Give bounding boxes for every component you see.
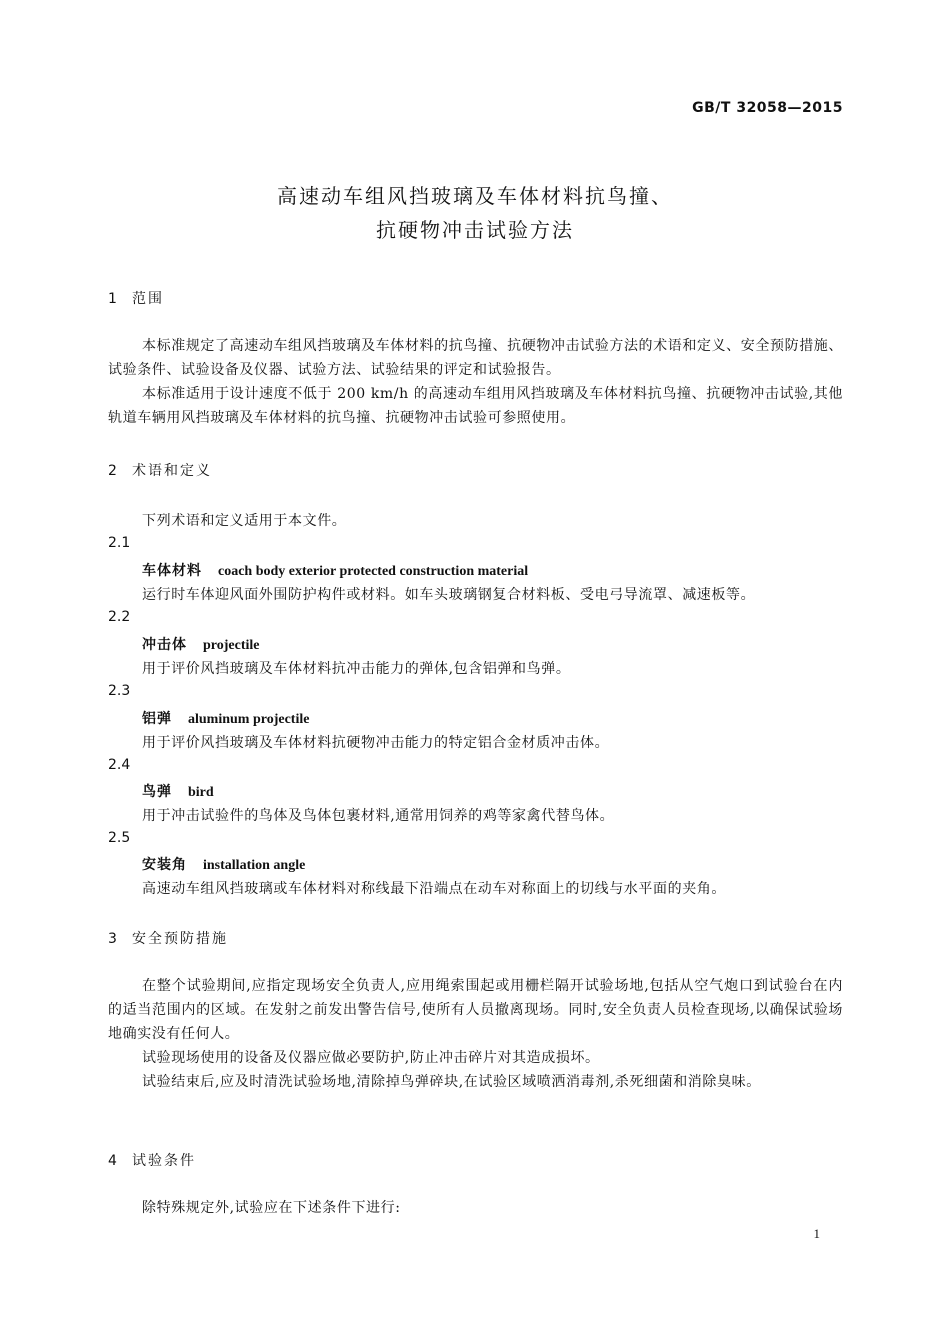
term-heading bbox=[142, 781, 214, 801]
term-number: 2.4 bbox=[108, 757, 131, 773]
section-4-heading bbox=[108, 1150, 196, 1170]
term-definition: 高速动车组风挡玻璃或车体材料对称线最下沿端点在动车对称面上的切线与水平面的夹角。 bbox=[142, 881, 726, 897]
section-title: 试验条件 bbox=[132, 1153, 196, 1169]
section-2-heading bbox=[108, 460, 212, 480]
term-en: aluminum projectile bbox=[188, 712, 310, 727]
term-en: installation angle bbox=[203, 858, 306, 873]
term-zh: 冲击体 bbox=[142, 637, 187, 653]
term-en: bird bbox=[188, 785, 214, 800]
section-2-intro: 下列术语和定义适用于本文件。 bbox=[142, 513, 347, 529]
section-1-paragraph-2: 本标准适用于设计速度不低于 200 km/h 的高速动车组用风挡玻璃及车体材料抗鸟撞、抗硬物冲击试验,其他轨道车辆用风挡玻璃及车体材料的抗鸟撞、抗硬物冲击试验可参照使用。 bbox=[108, 386, 843, 426]
section-title: 术语和定义 bbox=[132, 463, 212, 479]
term-zh: 鸟弹 bbox=[142, 784, 172, 800]
term-number: 2.5 bbox=[108, 830, 131, 846]
page-number: 1 bbox=[813, 1226, 820, 1241]
section-1-heading bbox=[108, 288, 164, 308]
term-definition: 用于冲击试验件的鸟体及鸟体包裹材料,通常用饲养的鸡等家禽代替鸟体。 bbox=[142, 808, 615, 824]
term-zh: 车体材料 bbox=[142, 563, 202, 579]
term-heading bbox=[142, 560, 528, 580]
term-heading bbox=[142, 854, 305, 874]
section-3-paragraph-1: 在整个试验期间,应指定现场安全负责人,应用绳索围起或用栅栏隔开试验场地,包括从空气炮口到试验台在内的适当范围内的区域。在发射之前发出警告信号,使所有人员撤离现场。同时,安全负责人员检查现场,以确保试验场地确实没有任何人。 bbox=[108, 978, 843, 1042]
term-heading bbox=[142, 634, 260, 654]
document-title-line-2: 抗硬物冲击试验方法 bbox=[376, 218, 574, 242]
section-3-paragraph-3: 试验结束后,应及时清洗试验场地,清除掉鸟弹碎块,在试验区域喷洒消毒剂,杀死细菌和消除臭味。 bbox=[142, 1074, 761, 1090]
term-heading bbox=[142, 708, 309, 728]
term-definition: 用于评价风挡玻璃及车体材料抗冲击能力的弹体,包含铝弹和鸟弹。 bbox=[142, 661, 571, 677]
section-1-paragraph-1: 本标准规定了高速动车组风挡玻璃及车体材料的抗鸟撞、抗硬物冲击试验方法的术语和定义、安全预防措施、试验条件、试验设备及仪器、试验方法、试验结果的评定和试验报告。 bbox=[108, 338, 843, 378]
term-en: projectile bbox=[203, 638, 260, 653]
term-zh: 铝弹 bbox=[142, 711, 172, 727]
section-number: 3 bbox=[108, 931, 119, 947]
standard-number: GB/T 32058—2015 bbox=[692, 100, 843, 116]
section-title: 范围 bbox=[132, 291, 164, 307]
term-definition: 用于评价风挡玻璃及车体材料抗硬物冲击能力的特定铝合金材质冲击体。 bbox=[142, 735, 610, 751]
section-3-paragraph-2: 试验现场使用的设备及仪器应做必要防护,防止冲击碎片对其造成损坏。 bbox=[142, 1050, 600, 1066]
term-en: coach body exterior protected construction material bbox=[218, 564, 529, 579]
section-3-heading bbox=[108, 928, 228, 948]
section-title: 安全预防措施 bbox=[132, 931, 228, 947]
term-definition: 运行时车体迎风面外围防护构件或材料。如车头玻璃钢复合材料板、受电弓导流罩、减速板等。 bbox=[142, 587, 756, 603]
term-zh: 安装角 bbox=[142, 857, 187, 873]
section-number: 1 bbox=[108, 291, 119, 307]
term-number: 2.3 bbox=[108, 683, 131, 699]
section-number: 4 bbox=[108, 1153, 119, 1169]
section-4-intro: 除特殊规定外,试验应在下述条件下进行: bbox=[142, 1200, 401, 1216]
term-number: 2.1 bbox=[108, 535, 131, 551]
document-title-line-1: 高速动车组风挡玻璃及车体材料抗鸟撞、 bbox=[277, 184, 673, 208]
section-number: 2 bbox=[108, 463, 119, 479]
term-number: 2.2 bbox=[108, 609, 131, 625]
